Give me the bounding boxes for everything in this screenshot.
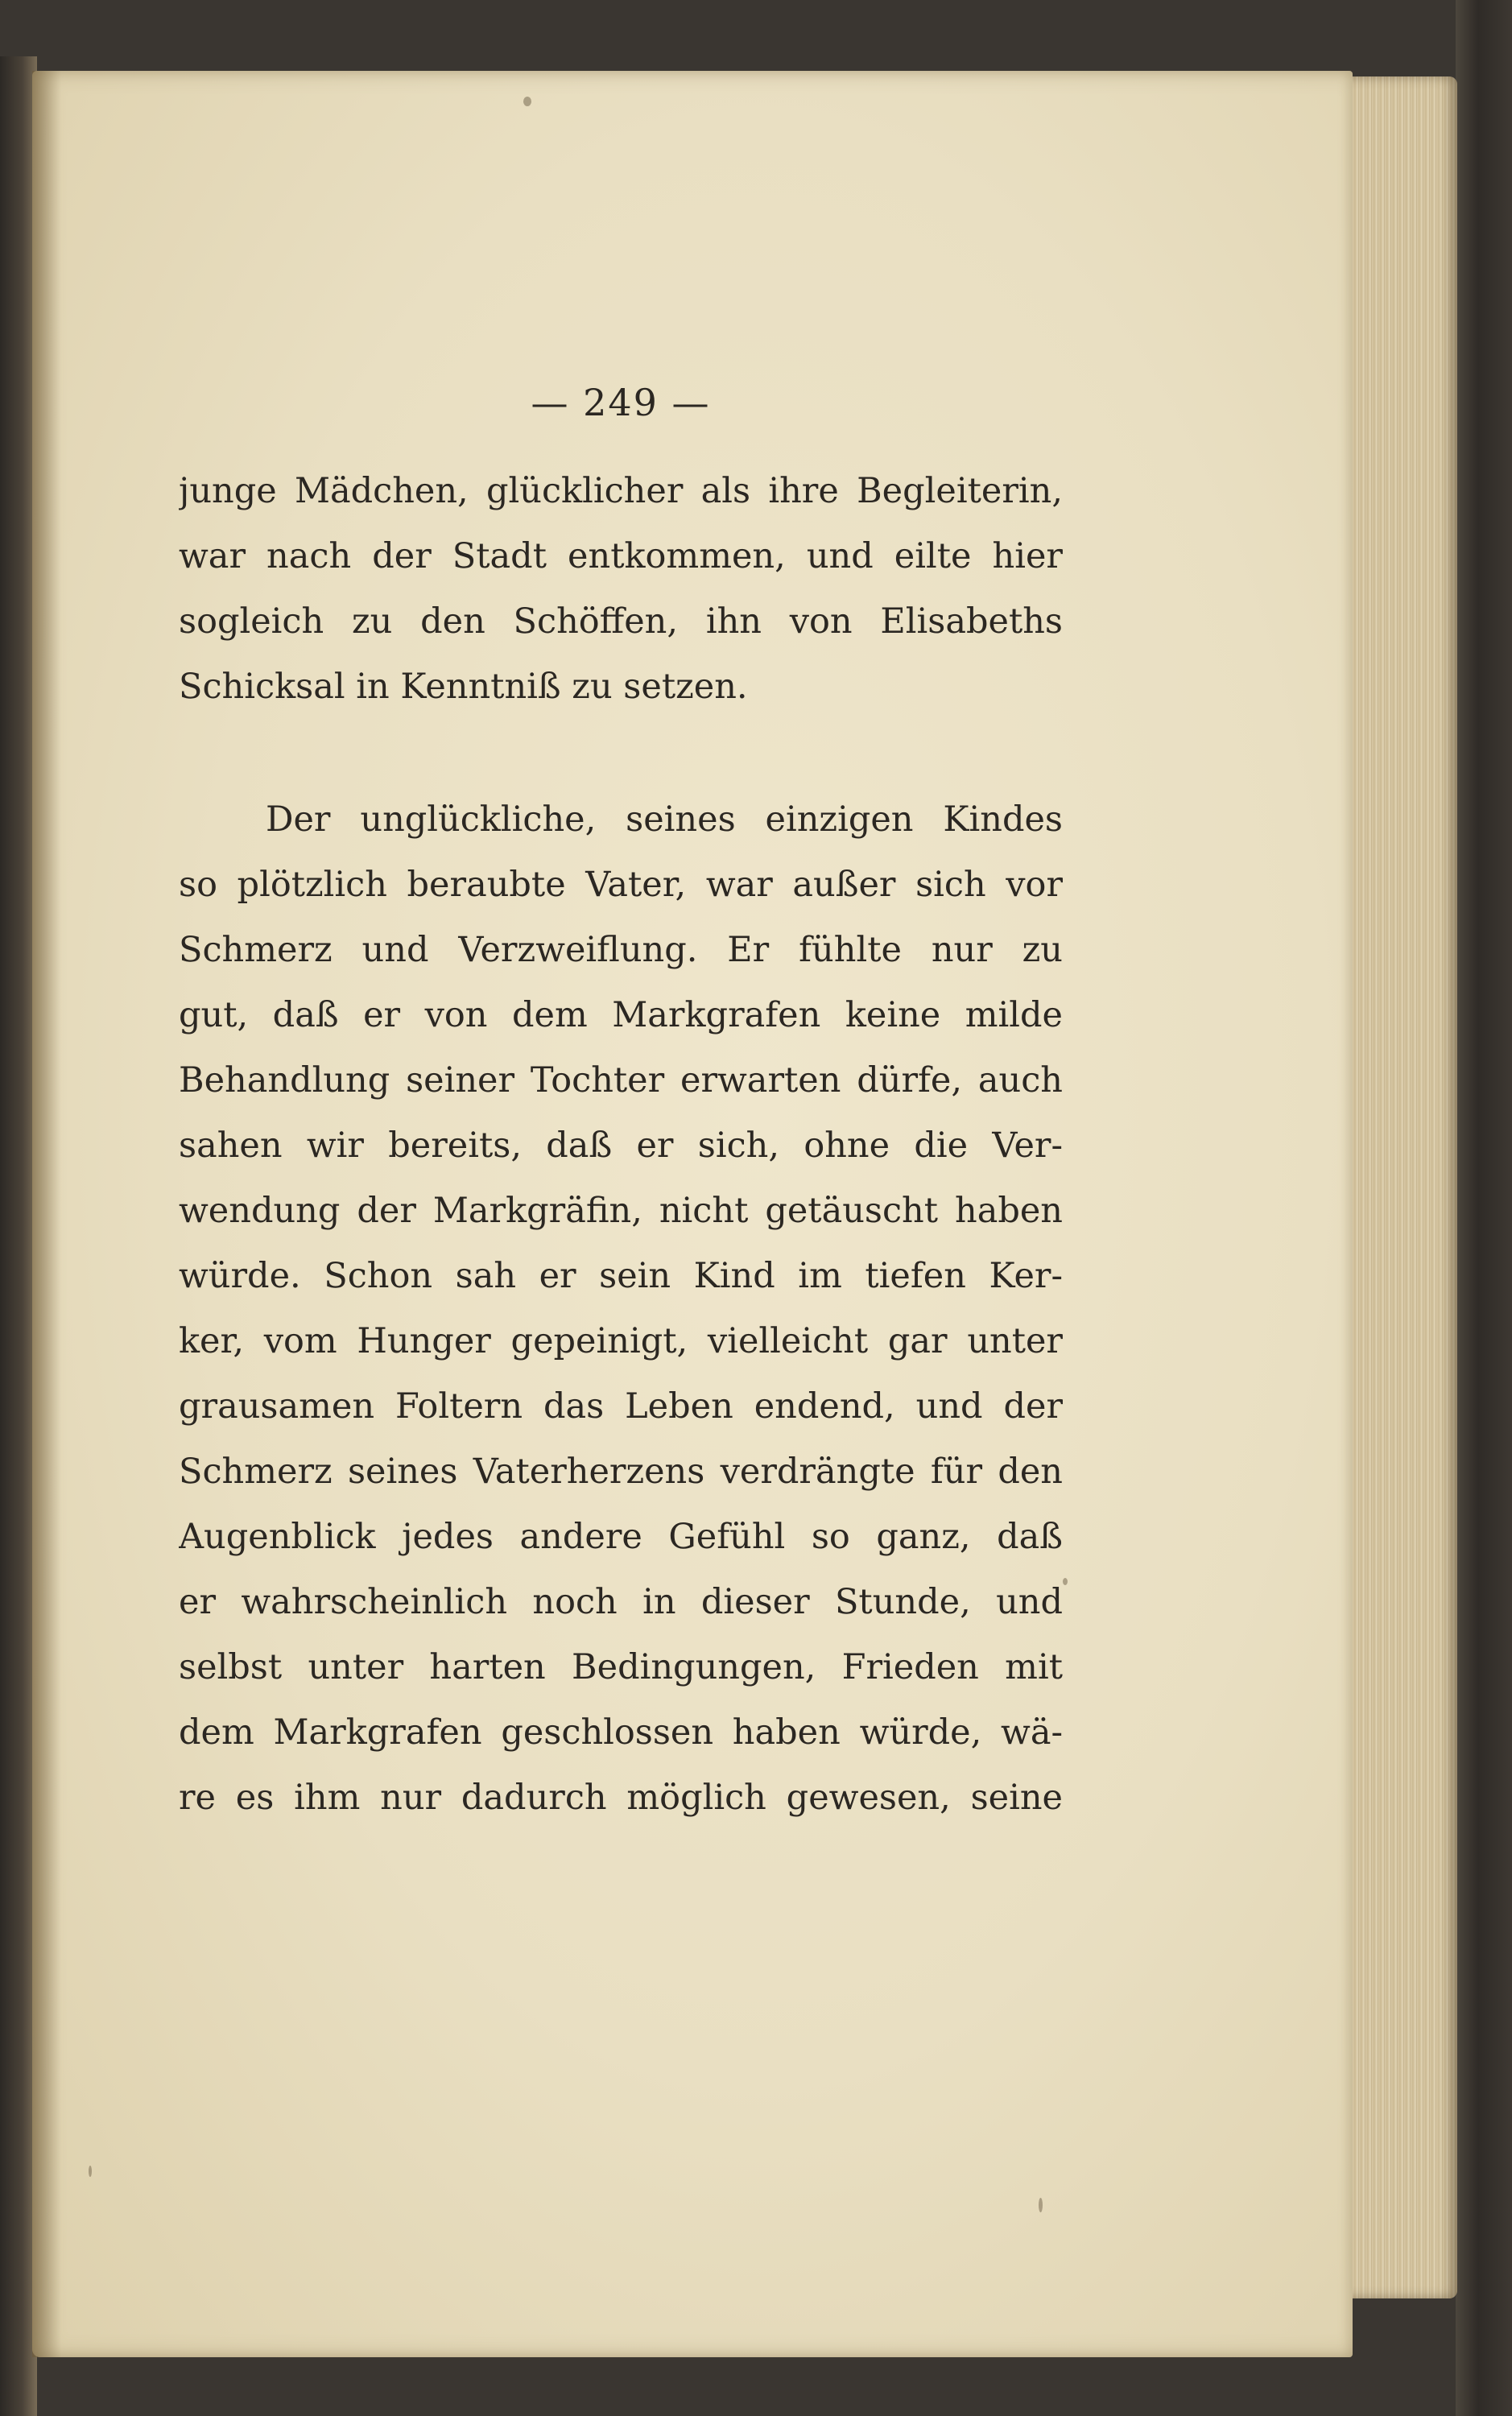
paper-speck	[1063, 1578, 1068, 1585]
gutter-shadow	[32, 71, 61, 2357]
text-line: so plötzlich beraubte Vater, war außer sich vor	[179, 865, 1063, 905]
paper-speck	[523, 97, 531, 106]
text-line: Der unglückliche, seines einzigen Kindes	[266, 799, 1063, 840]
text-line: re es ihm nur dadurch möglich gewesen, seine	[179, 1778, 1063, 1818]
cover-edge-right	[1456, 0, 1512, 2416]
text-line: Schicksal in Kenntniß zu setzen.	[179, 667, 748, 707]
text-line: Behandlung seiner Tochter erwarten dürfe, auch	[179, 1060, 1063, 1101]
paper-speck	[89, 2166, 92, 2177]
paragraph-gap	[179, 720, 1063, 787]
text-line: Schmerz und Verzweiflung. Er fühlte nur zu	[179, 930, 1063, 970]
text-line: wendung der Markgräfin, nicht getäuscht haben	[179, 1191, 1063, 1231]
text-line: Schmerz seines Vaterherzens verdrängte für den	[179, 1452, 1063, 1492]
text-line: Augenblick jedes andere Gefühl so ganz, daß	[179, 1517, 1063, 1557]
page-number: — 249 —	[531, 381, 711, 424]
paragraph-2	[179, 787, 1063, 1831]
text-line: war nach der Stadt entkommen, und eilte hier	[179, 536, 1063, 576]
text-line: sahen wir bereits, daß er sich, ohne die Ver-	[179, 1125, 1063, 1166]
text-line: selbst unter harten Bedingungen, Frieden mit	[179, 1647, 1063, 1687]
text-line: ker, vom Hunger gepeinigt, vielleicht gar unter	[179, 1321, 1063, 1361]
paper-speck	[1039, 2198, 1043, 2212]
text-line: sogleich zu den Schöffen, ihn von Elisabeths	[179, 601, 1063, 642]
text-line: dem Markgrafen geschlossen haben würde, wä-	[179, 1712, 1063, 1753]
text-line: junge Mädchen, glücklicher als ihre Begleiterin,	[179, 471, 1063, 511]
text-line: grausamen Foltern das Leben endend, und der	[179, 1386, 1063, 1427]
text-line: gut, daß er von dem Markgrafen keine milde	[179, 995, 1063, 1035]
paragraph-1	[179, 459, 1063, 720]
text-line: er wahrscheinlich noch in dieser Stunde, und	[179, 1582, 1063, 1622]
page-text	[179, 378, 1063, 1831]
text-line: würde. Schon sah er sein Kind im tiefen Ker-	[179, 1256, 1063, 1296]
